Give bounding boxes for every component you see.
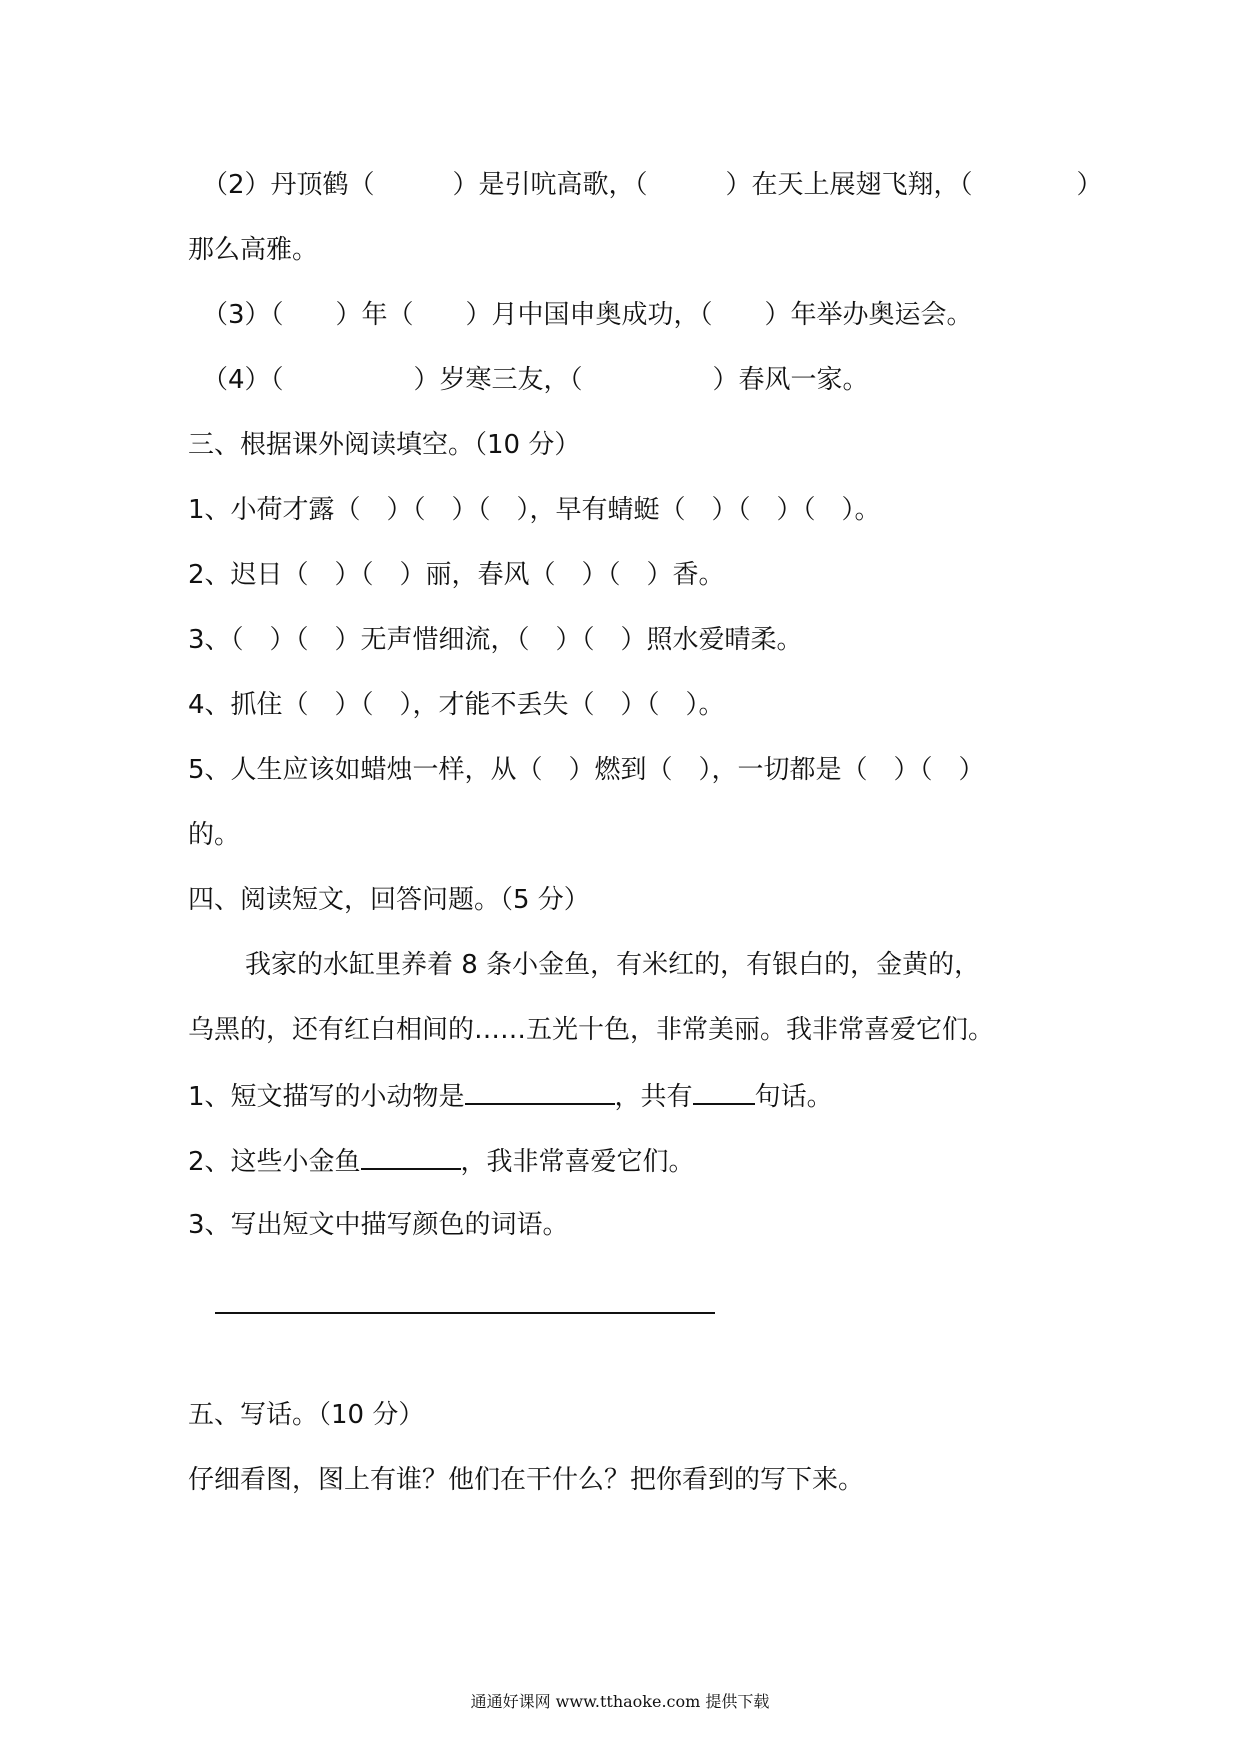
s3-q5-line2: 的。 — [188, 820, 241, 850]
s3-q1: 1、小荷才露（ ）（ ）（ ），早有蜻蜓（ ）（ ）（ ）。 — [188, 495, 881, 525]
s4-q3: 3、写出短文中描写颜色的词语。 — [188, 1210, 569, 1240]
s4-passage-line2: 乌黑的，还有红白相间的……五光十色，非常美丽。我非常喜爱它们。 — [188, 1015, 995, 1045]
s2-q3: （3）（ ）年（ ）月中国申奥成功，（ ）年举办奥运会。 — [202, 300, 973, 330]
s4-q2 — [188, 1140, 695, 1180]
page-footer: 通通好课网 www.tthaoke.com 提供下载 — [470, 1692, 770, 1711]
s4-q2-part1: 2、这些小金鱼 — [188, 1147, 361, 1177]
s4-q2-part2: ，我非常喜爱它们。 — [460, 1147, 695, 1177]
color-words-answer-line[interactable] — [215, 1312, 715, 1314]
s4-q1-part3: 句话。 — [754, 1082, 833, 1112]
s3-q2: 2、迟日（ ）（ ）丽，春风（ ）（ ）香。 — [188, 560, 725, 590]
s2-q2-line1: （2）丹顶鹤（ ）是引吭高歌，（ ）在天上展翅飞翔，（ ） — [202, 170, 1103, 200]
s5-prompt: 仔细看图，图上有谁？他们在干什么？把你看到的写下来。 — [188, 1465, 865, 1495]
s2-q4: （4）（ ）岁寒三友，（ ）春风一家。 — [202, 365, 869, 395]
s4-passage-line1: 我家的水缸里养着 8 条小金鱼，有米红的，有银白的，金黄的， — [245, 950, 981, 980]
s4-heading: 四、阅读短文，回答问题。（5 分） — [188, 885, 590, 915]
s3-q4: 4、抓住（ ）（ ），才能不丢失（ ）（ ）。 — [188, 690, 725, 720]
s2-q2-line2: 那么高雅。 — [188, 235, 319, 265]
s5-heading: 五、写话。（10 分） — [188, 1400, 425, 1430]
goldfish-blank[interactable] — [361, 1140, 461, 1170]
s4-q1 — [188, 1075, 833, 1115]
s3-heading: 三、根据课外阅读填空。（10 分） — [188, 430, 581, 460]
s3-q3: 3、（ ）（ ）无声惜细流，（ ）（ ）照水爱晴柔。 — [188, 625, 803, 655]
s4-q1-part2: ，共有 — [614, 1082, 693, 1112]
animal-blank[interactable] — [465, 1075, 615, 1105]
sentence-count-blank[interactable] — [693, 1075, 755, 1105]
s4-q1-part1: 1、短文描写的小动物是 — [188, 1082, 465, 1112]
s3-q5-line1: 5、人生应该如蜡烛一样，从（ ）燃到（ ），一切都是（ ）（ ） — [188, 755, 985, 785]
